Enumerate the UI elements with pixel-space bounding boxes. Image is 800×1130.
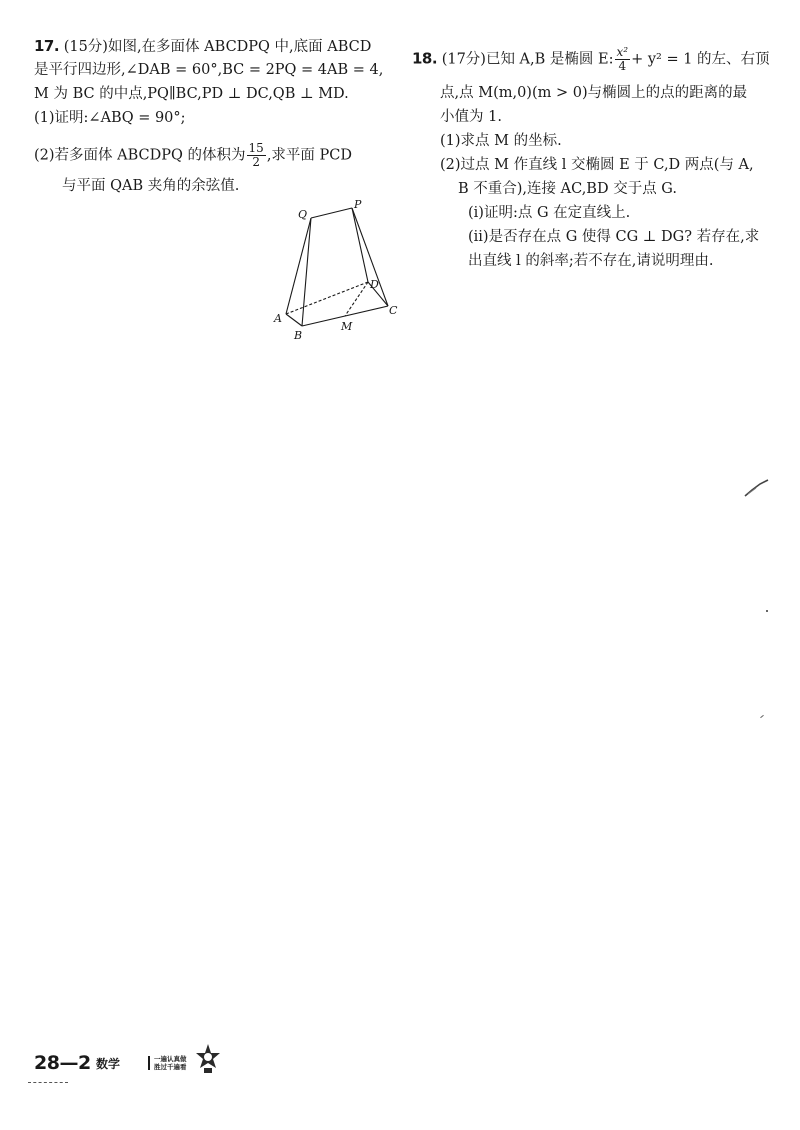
- pen-mark: [742, 478, 772, 500]
- ellipse-fraction-denominator: 4: [618, 59, 627, 73]
- q17-number: 17.: [34, 37, 60, 55]
- label-C: C: [389, 304, 398, 317]
- polyhedron-diagram: [266, 196, 416, 346]
- q17-part-2-pre: (2)若多面体 ABCDPQ 的体积为: [34, 147, 246, 164]
- q17-part-2-cont: 与平面 QAB 夹角的余弦值.: [62, 178, 240, 194]
- q18-text-1-post: + y² = 1 的左、右顶: [631, 51, 770, 68]
- q18-line-3: 小值为 1.: [440, 109, 502, 125]
- label-P: P: [354, 198, 362, 211]
- label-B: B: [294, 329, 303, 342]
- footer-slogan-line-1: 一遍认真做: [154, 1055, 187, 1063]
- scan-speck: [760, 715, 764, 718]
- page-number: 28—2: [34, 1052, 91, 1074]
- footer-dash-line: [28, 1082, 68, 1083]
- edge-AB: [286, 314, 302, 326]
- footer-slogan-line-2: 胜过千遍看: [154, 1063, 187, 1071]
- scan-speck: [766, 610, 768, 612]
- q18-part-2-cont: B 不重合),连接 AC,BD 交于点 G.: [458, 181, 677, 197]
- edge-AD: [286, 282, 368, 314]
- edge-QP: [311, 208, 352, 218]
- q17-text-1: (15分)如图,在多面体 ABCDPQ 中,底面 ABCD: [63, 39, 372, 55]
- q17-part-2: [34, 142, 352, 169]
- q18-number: 18.: [412, 49, 438, 68]
- edge-PC: [352, 208, 388, 306]
- q18-part-2: (2)过点 M 作直线 l 交椭圆 E 于 C,D 两点(与 A,: [440, 157, 754, 173]
- label-A: A: [274, 312, 282, 325]
- q18-part-1: (1)求点 M 的坐标.: [440, 133, 562, 149]
- q17-line-3: M 为 BC 的中点,PQ∥BC,PD ⊥ DC,QB ⊥ MD.: [34, 86, 349, 102]
- volume-fraction-denominator: 2: [252, 155, 260, 169]
- ellipse-fraction: [615, 46, 631, 73]
- q18-part-2-i: (i)证明:点 G 在定直线上.: [468, 205, 631, 221]
- q18-line-2: 点,点 M(m,0)(m > 0)与椭圆上的点的距离的最: [440, 85, 748, 101]
- q18-part-2-ii: (ii)是否存在点 G 使得 CG ⊥ DG? 若存在,求: [468, 229, 760, 245]
- brand-logo-icon: [194, 1042, 222, 1074]
- q17-part-2-post: ,求平面 PCD: [266, 147, 353, 164]
- subject-label: 数学: [96, 1057, 121, 1071]
- footer-divider: [148, 1056, 150, 1070]
- q18-line-1: [412, 46, 770, 73]
- q17-line-1: [34, 36, 371, 57]
- q18-part-2-ii-cont: 出直线 l 的斜率;若不存在,请说明理由.: [468, 253, 714, 269]
- label-D: D: [370, 278, 379, 291]
- q18-text-1-pre: (17分)已知 A,B 是椭圆 E:: [441, 51, 614, 68]
- volume-fraction: [247, 142, 266, 169]
- volume-fraction-numerator: 15: [248, 141, 264, 155]
- label-Q: Q: [298, 208, 308, 221]
- ellipse-fraction-numerator: x²: [616, 45, 629, 59]
- page-footer: [34, 1050, 334, 1090]
- label-M: M: [341, 320, 353, 333]
- q17-line-2: 是平行四边形,∠DAB = 60°,BC = 2PQ = 4AB = 4,: [34, 62, 384, 78]
- q17-part-1: (1)证明:∠ABQ = 90°;: [34, 110, 186, 126]
